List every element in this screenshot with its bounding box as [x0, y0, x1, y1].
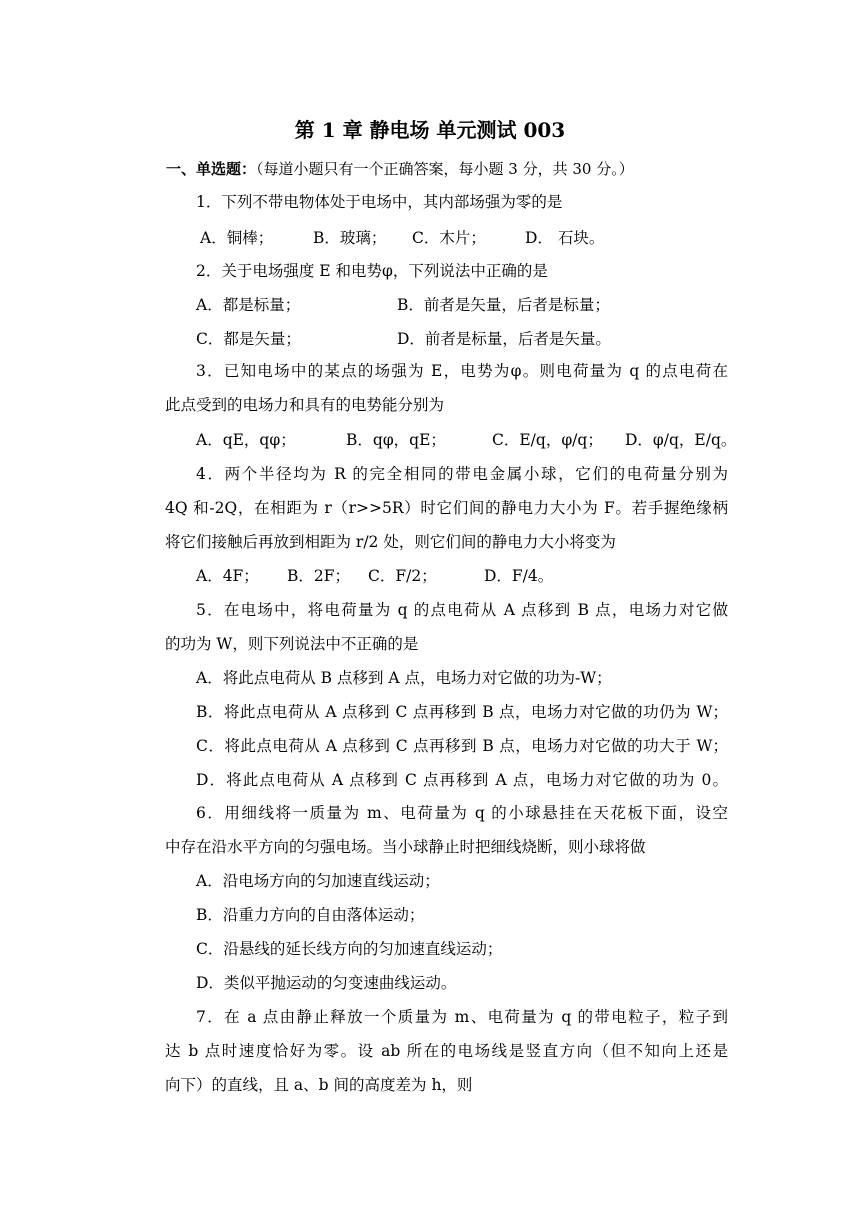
q7-stem-line3: 向下）的直线，且 a、b 间的高度差为 h，则 [165, 1076, 473, 1094]
q5-option-a: A．将此点电荷从 B 点移到 A 点，电场力对它做的功为-W； [196, 669, 612, 687]
section-note: （每道小题只有一个正确答案，每小题 3 分，共 30 分。） [256, 160, 634, 178]
q1-option-a: A．铜棒； [200, 229, 274, 247]
q6-stem-line1: 6．用细线将一质量为 m、电荷量为 q 的小球悬挂在天花板下面，设空 [196, 804, 728, 822]
q3-stem-line2: 此点受到的电场力和具有的电势能分别为 [165, 396, 445, 414]
q6-option-a: A．沿电场方向的匀加速直线运动； [196, 872, 440, 890]
q6-option-d: D．类似平抛运动的匀变速曲线运动。 [196, 974, 457, 992]
section-heading: 一、单选题： [166, 160, 257, 178]
q1-stem: 1．下列不带电物体处于电场中，其内部场强为零的是 [196, 193, 563, 211]
q3-option-c: C．E/q，φ/q； [492, 431, 603, 449]
q6-option-c: C．沿悬线的延长线方向的匀加速直线运动； [196, 940, 503, 958]
q2-option-b: B．前者是矢量，后者是标量； [397, 296, 610, 314]
q2-option-c: C．都是矢量； [196, 330, 301, 348]
q2-option-d: D．前者是标量，后者是矢量。 [397, 330, 611, 348]
q2-option-a: A．都是标量； [196, 296, 301, 314]
q3-option-b: B．qφ，qE； [346, 431, 446, 449]
q4-option-d: D．F/4。 [484, 567, 554, 585]
q3-stem-line1: 3．已知电场中的某点的场强为 E，电势为φ。则电荷量为 q 的点电荷在 [196, 362, 728, 380]
q4-option-c: C．F/2； [368, 567, 437, 585]
q2-stem: 2．关于电场强度 E 和电势φ，下列说法中正确的是 [196, 262, 548, 280]
q3-option-d: D．φ/q，E/q。 [625, 431, 737, 449]
q5-option-c: C．将此点电荷从 A 点移到 C 点再移到 B 点，电场力对它做的功大于 W； [196, 737, 728, 755]
q4-stem-line1: 4．两个半径均为 R 的完全相同的带电金属小球，它们的电荷量分别为 [196, 465, 728, 483]
section-header [166, 158, 634, 179]
q7-stem-line1: 7．在 a 点由静止释放一个质量为 m、电荷量为 q 的带电粒子，粒子到 [196, 1008, 728, 1026]
q4-stem-line2: 4Q 和-2Q，在相距为 r（r>>5R）时它们间的静电力大小为 F。若手握绝缘柄 [165, 499, 728, 517]
q5-option-d: D．将此点电荷从 A 点移到 C 点再移到 A 点，电场力对它做的功为 0。 [196, 771, 728, 789]
q4-option-b: B．2F； [287, 567, 351, 585]
q7-stem-line2: 达 b 点时速度恰好为零。设 ab 所在的电场线是竖直方向（但不知向上还是 [165, 1042, 728, 1060]
q6-option-b: B．沿重力方向的自由落体运动； [196, 906, 425, 924]
q1-option-d: D． 石块。 [525, 229, 605, 247]
q6-stem-line2: 中存在沿水平方向的匀强电场。当小球静止时把细线烧断，则小球将做 [165, 838, 646, 856]
q5-stem-line2: 的功为 W，则下列说法中不正确的是 [165, 635, 419, 653]
q5-option-b: B．将此点电荷从 A 点移到 C 点再移到 B 点，电场力对它做的功仍为 W； [196, 703, 728, 721]
q1-option-b: B．玻璃； [313, 229, 387, 247]
page-title: 第 1 章 静电场 单元测试 003 [294, 118, 566, 142]
q1-option-c: C．木片； [412, 229, 486, 247]
q3-option-a: A．qE，qφ； [196, 431, 296, 449]
q4-stem-line3: 将它们接触后再放到相距为 r/2 处，则它们间的静电力大小将变为 [165, 533, 616, 551]
q5-stem-line1: 5．在电场中，将电荷量为 q 的点电荷从 A 点移到 B 点，电场力对它做 [196, 601, 728, 619]
q4-option-a: A．4F； [196, 567, 259, 585]
